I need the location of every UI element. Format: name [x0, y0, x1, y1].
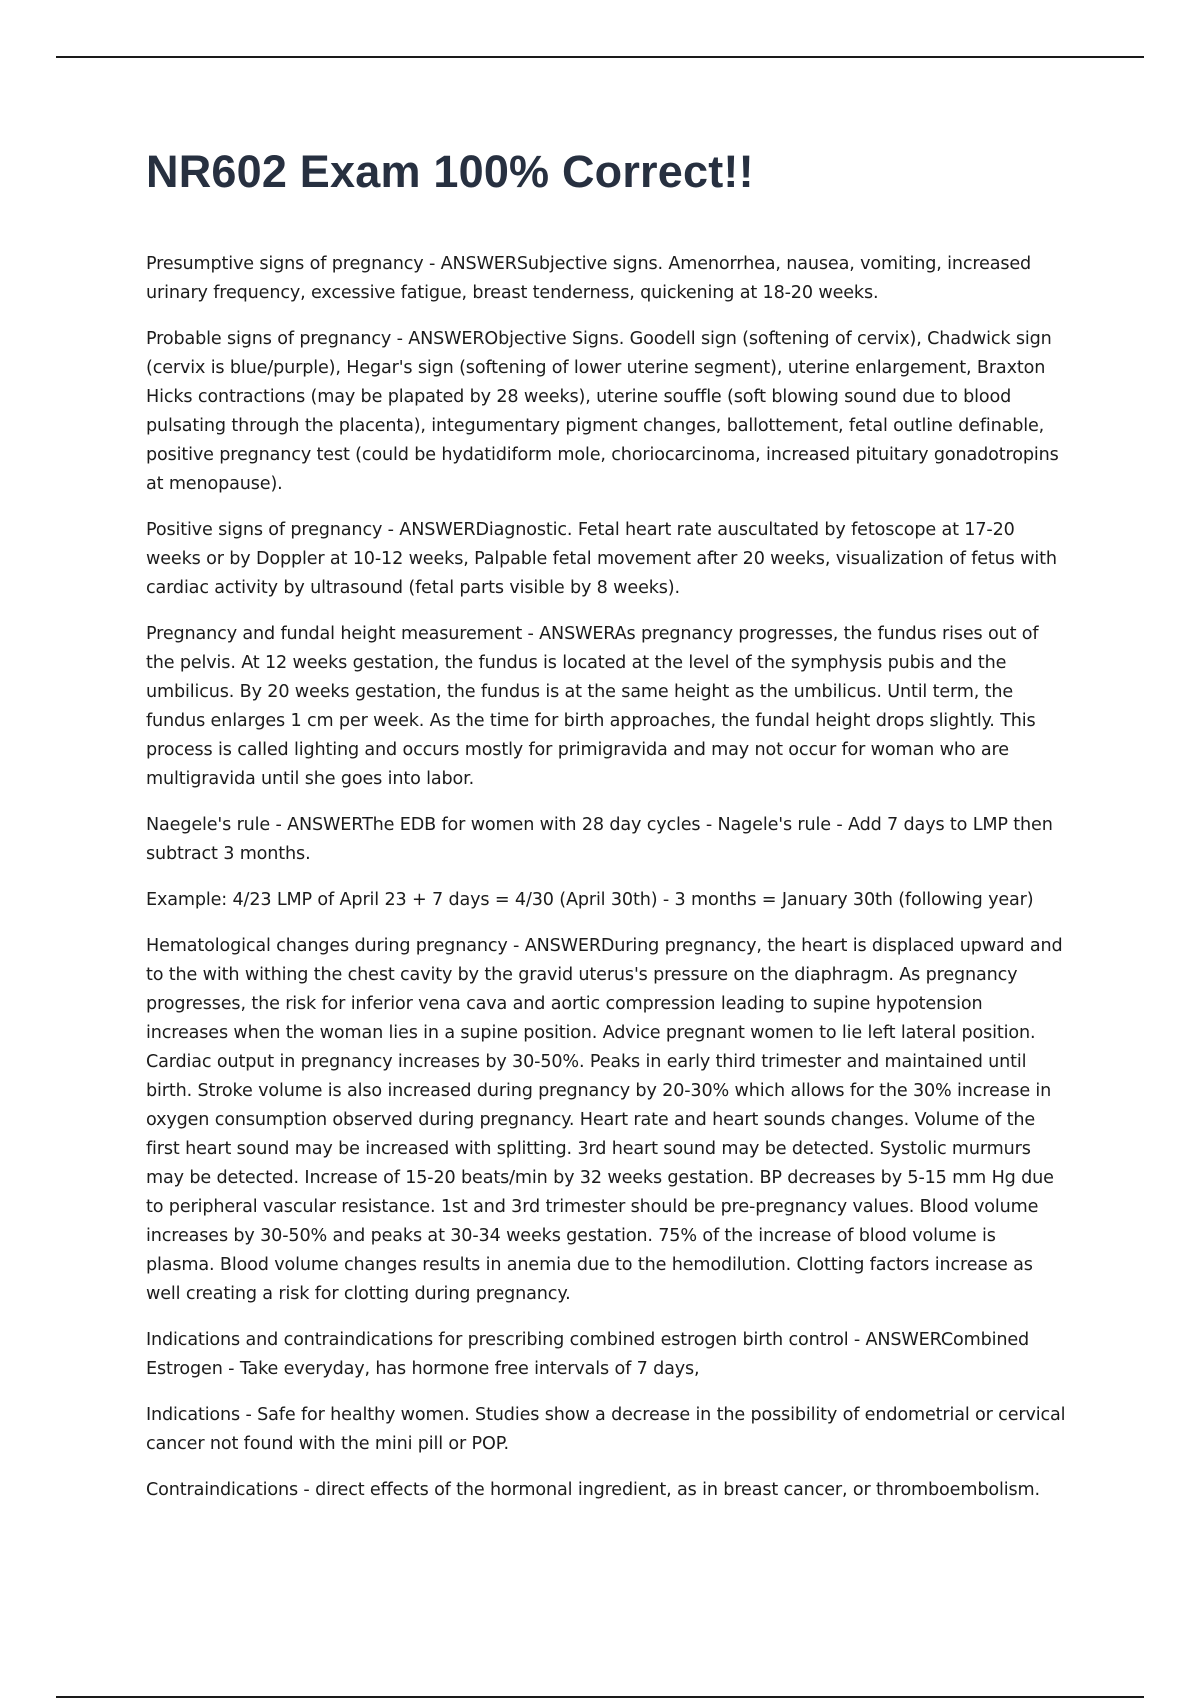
- paragraph-naegeles-rule: Naegele's rule - ANSWERThe EDB for women with 28 day cycles - Nagele's rule - Add 7 days to LMP then subtract 3 months.: [146, 815, 1053, 864]
- paragraph-example: Example: 4/23 LMP of April 23 + 7 days = 4/30 (April 30th) - 3 months = January 30th (following year): [146, 890, 1034, 910]
- paragraph-presumptive-signs: Presumptive signs of pregnancy - ANSWERSubjective signs. Amenorrhea, nausea, vomiting, increased urinary frequency, excessive fatigue, breast tenderness, quickening at 18-20 weeks.: [146, 254, 1032, 303]
- paragraph-positive-signs: Positive signs of pregnancy - ANSWERDiagnostic. Fetal heart rate auscultated by fetoscope at 17-20 weeks or by Doppler at 10-12 weeks, Palpable fetal movement after 20 weeks, visualization of fetus with cardiac activity by ultrasound (fetal parts visible by 8 weeks).: [146, 520, 1057, 598]
- header-rule: [56, 56, 1144, 58]
- paragraph-combined-estrogen: Indications and contraindications for prescribing combined estrogen birth control - ANSWERCombined Estrogen - Take everyday, has hormone free intervals of 7 days,: [146, 1330, 1030, 1379]
- footer-rule: [56, 1696, 1144, 1698]
- paragraph-indications: Indications - Safe for healthy women. Studies show a decrease in the possibility of endometrial or cervical cancer not found with the mini pill or POP.: [146, 1405, 1066, 1454]
- document-body: [146, 140, 1066, 1522]
- paragraph-fundal-height: Pregnancy and fundal height measurement - ANSWERAs pregnancy progresses, the fundus rises out of the pelvis. At 12 weeks gestation, the fundus is located at the level of the symphysis pubis and the umbilicus. By 20 weeks gestation, the fundus is at the same height as the umbilicus. Until term, the fundus enlarges 1 cm per week. As the time for birth approaches, the fundal height drops slightly. This process is called lighting and occurs mostly for primigravida and may not occur for woman who are multigravida until she goes into labor.: [146, 624, 1039, 789]
- paragraph-contraindications: Contraindications - direct effects of the hormonal ingredient, as in breast cancer, or thromboembolism.: [146, 1480, 1040, 1500]
- document-title: NR602 Exam 100% Correct!!: [146, 146, 754, 197]
- paragraph-hematological-changes: Hematological changes during pregnancy - ANSWERDuring pregnancy, the heart is displaced upward and to the with withing the chest cavity by the gravid uterus's pressure on the diaphragm. As pregnancy progresses, the risk for inferior vena cava and aortic compression leading to supine hypotension increases when the woman lies in a supine position. Advice pregnant women to lie left lateral position. Cardiac output in pregnancy increases by 30-50%. Peaks in early third trimester and maintained until birth. Stroke volume is also increased during pregnancy by 20-30% which allows for the 30% increase in oxygen consumption observed during pregnancy. Heart rate and heart sounds changes. Volume of the first heart sound may be increased with splitting. 3rd heart sound may be detected. Systolic murmurs may be detected. Increase of 15-20 beats/min by 32 weeks gestation. BP decreases by 5-15 mm Hg due to peripheral vascular resistance. 1st and 3rd trimester should be pre-pregnancy values. Blood volume increases by 30-50% and peaks at 30-34 weeks gestation. 75% of the increase of blood volume is plasma. Blood volume changes results in anemia due to the hemodilution. Clotting factors increase as well creating a risk for clotting during pregnancy.: [146, 936, 1063, 1304]
- paragraph-probable-signs: Probable signs of pregnancy - ANSWERObjective Signs. Goodell sign (softening of cervix), Chadwick sign (cervix is blue/purple), Hegar's sign (softening of lower uterine segment), uterine enlargement, Braxton Hicks contractions (may be plapated by 28 weeks), uterine souffle (soft blowing sound due to blood pulsating through the placenta), integumentary pigment changes, ballottement, fetal outline definable, positive pregnancy test (could be hydatidiform mole, choriocarcinoma, increased pituitary gonadotropins at menopause).: [146, 329, 1059, 494]
